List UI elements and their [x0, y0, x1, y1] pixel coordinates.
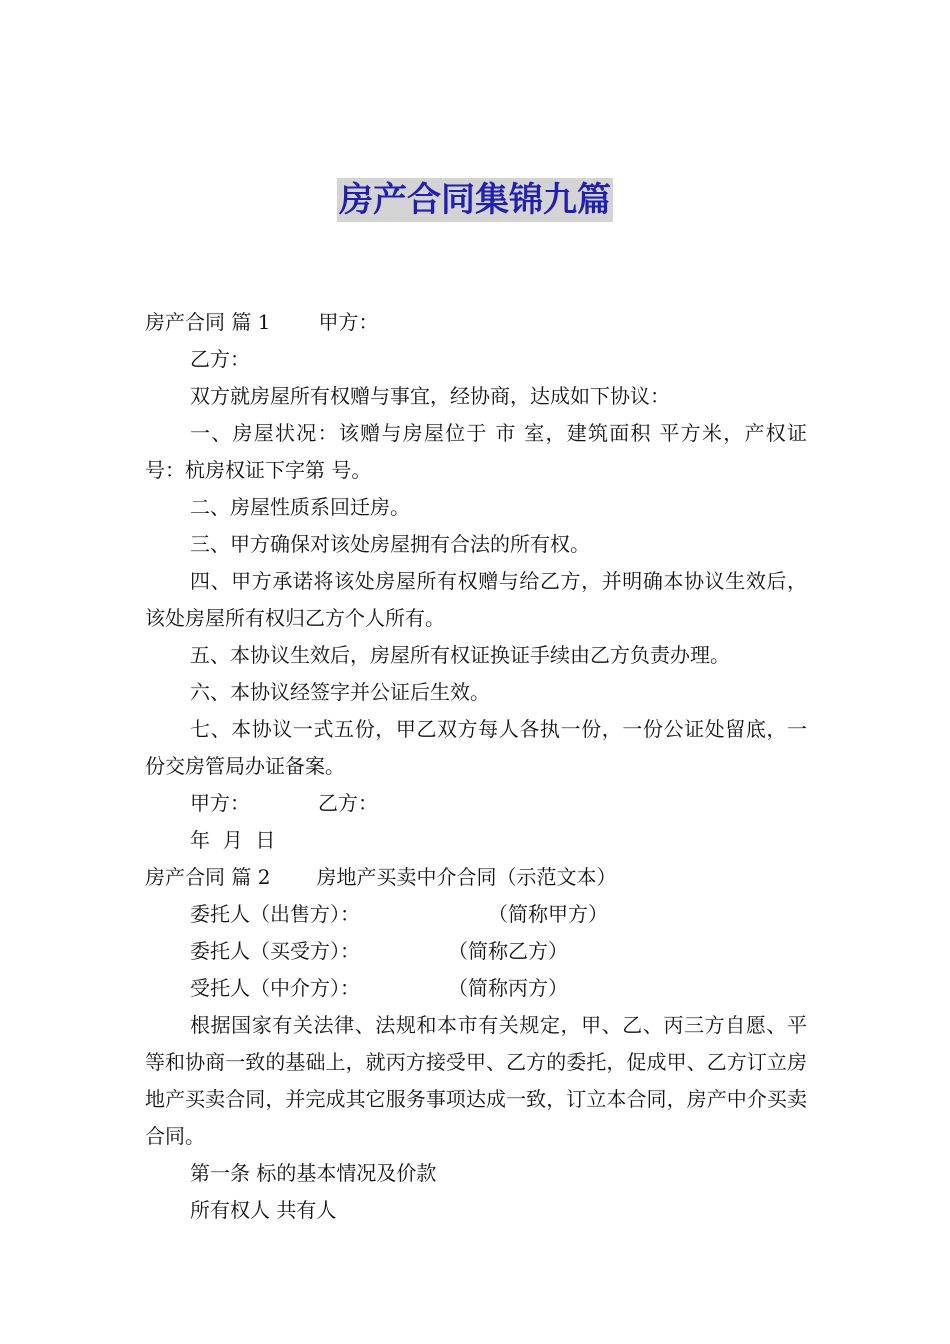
agent-line: 受托人（中介方）： （简称丙方）: [190, 976, 568, 1000]
article-heading: 第一条 标的基本情况及价款: [190, 1161, 437, 1185]
party-a-signature: 甲方：: [190, 791, 250, 815]
paragraph: 四、甲方承诺将该处房屋所有权赠与给乙方，并明确本协议生效后，该处房屋所有权归乙方个人所有。: [145, 569, 807, 630]
paragraph: 一、房屋状况：该赠与房屋位于 市 室，建筑面积 平方米，产权证号：杭房权证下字第 号。: [145, 421, 807, 482]
client-buyer-line: 委托人（买受方）： （简称乙方）: [190, 939, 568, 963]
paragraph: 二、房屋性质系回迁房。: [190, 495, 410, 519]
signature-line: [145, 785, 807, 822]
paragraph: 七、本协议一式五份，甲乙双方每人各执一份，一份公证处留底，一份交房管局办证备案。: [145, 717, 807, 778]
party-a-label: 甲方：: [318, 310, 379, 334]
paragraph: 乙方：: [190, 347, 250, 371]
paragraph: 六、本协议经签字并公证后生效。: [190, 680, 490, 704]
section-heading-2: [145, 859, 807, 896]
paragraph: 五、本协议生效后，房屋所有权证换证手续由乙方负责办理。: [190, 643, 730, 667]
client-seller-line: 委托人（出售方）： （简称甲方）: [190, 902, 608, 926]
section-heading-1: [145, 304, 807, 341]
document-body: [145, 304, 807, 1229]
paragraph: 所有权人 共有人: [190, 1198, 337, 1222]
section-label: 房产合同 篇 2: [145, 865, 271, 889]
party-b-signature: 乙方：: [318, 791, 378, 815]
title-container: [0, 178, 950, 222]
paragraph: 双方就房屋所有权赠与事宜，经协商，达成如下协议：: [190, 384, 670, 408]
paragraph: 根据国家有关法律、法规和本市有关规定，甲、乙、丙三方自愿、平等和协商一致的基础上，就丙方接受甲、乙方的委托，促成甲、乙方订立房地产买卖合同，并完成其它服务事项达成一致，订立本合同，房产中介买卖合同。: [145, 1013, 807, 1148]
document-title: 房产合同集锦九篇: [339, 180, 611, 220]
paragraph: 三、甲方确保对该处房屋拥有合法的所有权。: [190, 532, 590, 556]
section-subtitle: 房地产买卖中介合同（示范文本）: [316, 865, 617, 889]
date-line: 年 月 日: [190, 828, 276, 852]
section-label: 房产合同 篇 1: [145, 310, 271, 334]
